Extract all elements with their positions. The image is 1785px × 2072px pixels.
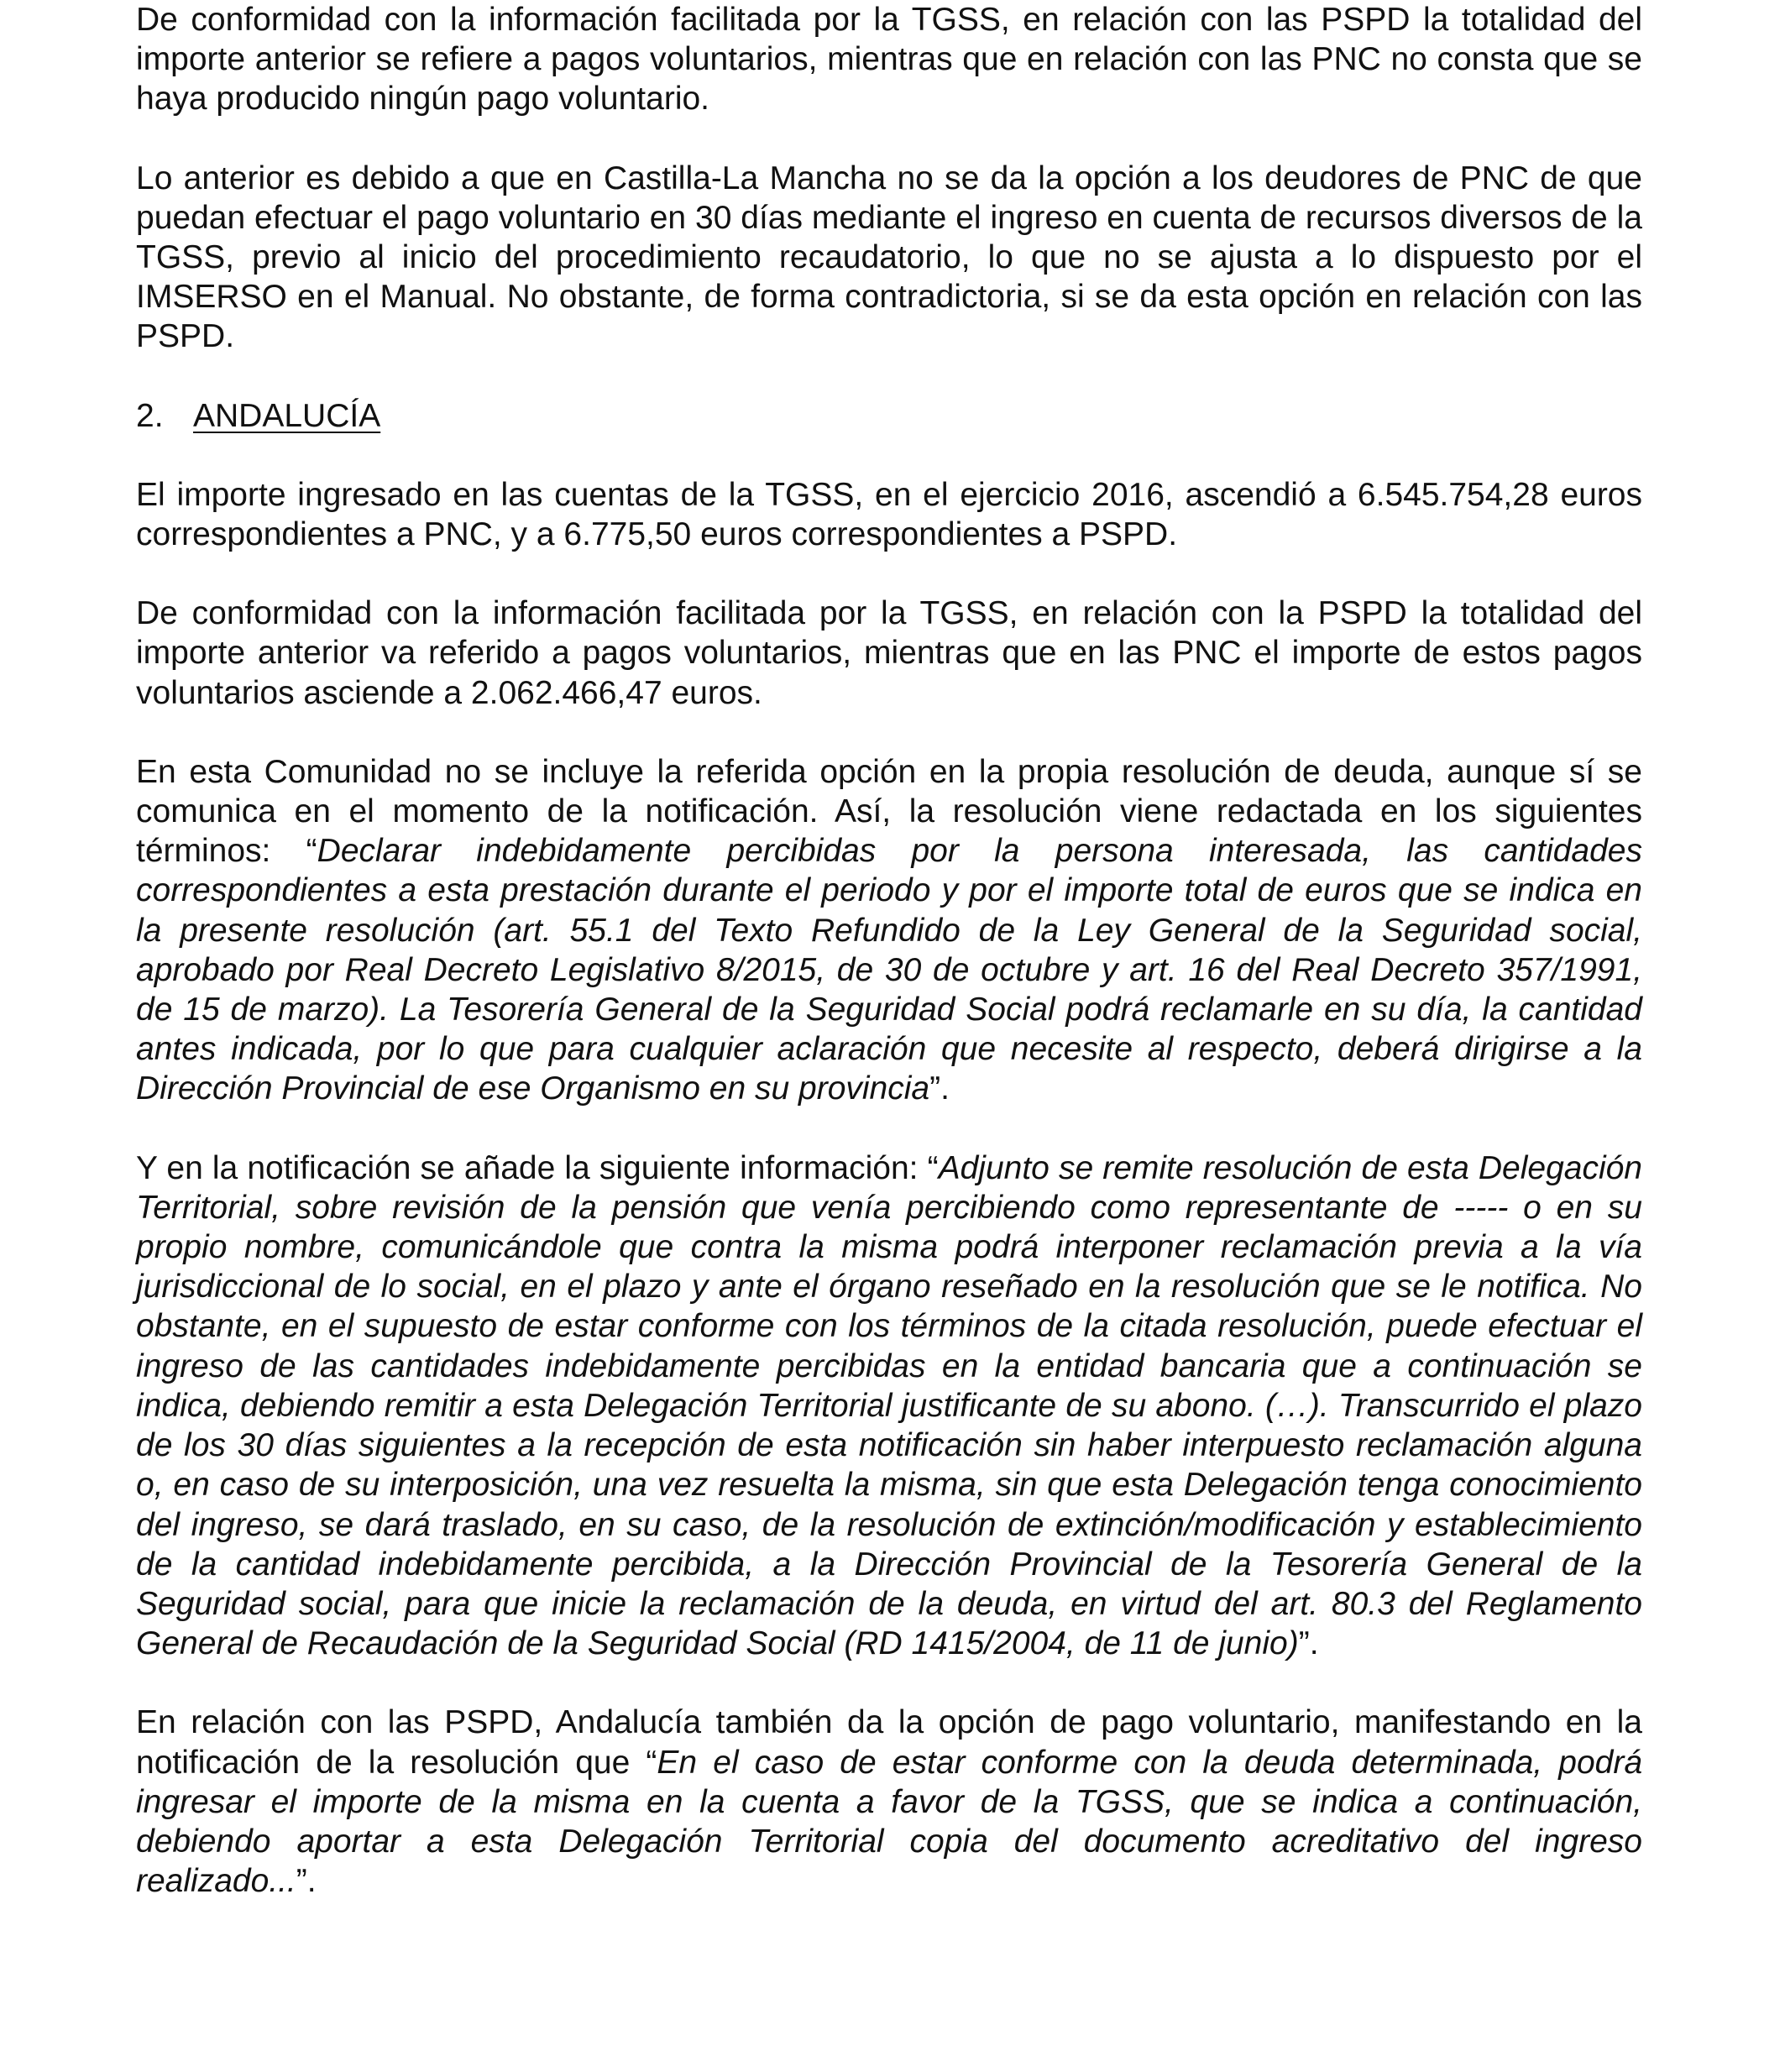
notification-intro-text: Y en la notificación se añade la siguiente información: “ [136, 1149, 939, 1186]
notification-quote-end: ”. [1298, 1625, 1319, 1662]
resolution-intro-text: En esta Comunidad no se incluye la referida opción en la propia resolución de deuda, aunque sí se comunica en el momento de la notificación. Así, la resolución viene redactada en los siguientes términos: “ [136, 753, 1642, 870]
pspd-quote-end: ”. [296, 1863, 317, 1900]
resolution-quote: Declarar indebidamente percibidas por la persona interesada, las cantidades correspondientes a esta prestación durante el periodo y por el importe total de euros que se indica en la presente resolución (art. 55.1 del Texto Refundido de la Ley General de la Seguridad social, aprobado por Real Decreto Legislativo 8/2015, de 30 de octubre y art. 16 del Real Decreto 357/1991, de 15 de marzo). La Tesorería General de la Seguridad Social podrá reclamarle en su día, la cantidad antes indicada, por lo que para cualquier aclaración que necesite al respecto, deberá dirigirse a la Dirección Provincial de ese Organismo en su provincia [136, 833, 1642, 1107]
paragraph-notification-info [136, 1148, 1642, 1664]
paragraph-amount-ingresado: El importe ingresado en las cuentas de la TGSS, en el ejercicio 2016, ascendió a 6.545.754,28 euros correspondientes a PNC, y a 6.775,50 euros correspondientes a PSPD. [136, 476, 1642, 553]
section-number: 2. [136, 397, 164, 434]
pspd-quote: En el caso de estar conforme con la deuda determinada, podrá ingresar el importe de la misma en la cuenta a favor de la TGSS, que se indica a continuación, debiendo aportar a esta Delegación Territorial copia del documento acreditativo del ingreso realizado... [136, 1744, 1643, 1900]
paragraph-pspd-andalucia [136, 1703, 1642, 1901]
paragraph-voluntary-payments-amount: De conformidad con la información facilitada por la TGSS, en relación con la PSPD la totalidad del importe anterior va referido a pagos voluntarios, mientras que en las PNC el importe de estos pagos voluntarios asciende a 2.062.466,47 euros. [136, 595, 1642, 711]
section-title: ANDALUCÍA [193, 397, 381, 434]
pspd-intro-text: En relación con las PSPD, Andalucía también da la opción de pago voluntario, manifestando en la notificación de la resolución que “ [136, 1704, 1642, 1781]
document-page [136, 0, 1642, 1901]
paragraph-pspd-voluntary-payments: De conformidad con la información facilitada por la TGSS, en relación con las PSPD la totalidad del importe anterior se refiere a pagos voluntarios, mientras que en relación con las PNC no consta que se haya producido ningún pago voluntario. [136, 2, 1642, 118]
paragraph-resolution-terms [136, 752, 1642, 1109]
paragraph-castilla-la-mancha: Lo anterior es debido a que en Castilla-La Mancha no se da la opción a los deudores de PNC de que puedan efectuar el pago voluntario en 30 días mediante el ingreso en cuenta de recursos diversos de la TGSS, previo al inicio del procedimiento recaudatorio, lo que no se ajusta a lo dispuesto por el IMSERSO en el Manual. No obstante, de forma contradictoria, si se da esta opción en relación con las PSPD. [136, 160, 1642, 355]
notification-quote: Adjunto se remite resolución de esta Delegación Territorial, sobre revisión de la pensión que venía percibiendo como representante de ----- o en su propio nombre, comunicándole que contra la misma podrá interponer reclamación previa a la vía jurisdiccional de lo social, en el plazo y ante el órgano reseñado en la resolución que se le notifica. No obstante, en el supuesto de estar conforme con los términos de la citada resolución, puede efectuar el ingreso de las cantidades indebidamente percibidas en la entidad bancaria que a continuación se indica, debiendo remitir a esta Delegación Territorial justificante de su abono. (…). Transcurrido el plazo de los 30 días siguientes a la recepción de esta notificación sin haber interpuesto reclamación alguna o, en caso de su interposición, una vez resuelta la misma, sin que esta Delegación tenga conocimiento del ingreso, se dará traslado, en su caso, de la resolución de extinción/modificación y establecimiento de la cantidad indebidamente percibida, a la Dirección Provincial de la Tesorería General de la Seguridad social, para que inicie la reclamación de la deuda, en virtud del art. 80.3 del Reglamento General de Recaudación de la Seguridad Social (RD 1415/2004, de 11 de junio) [136, 1149, 1642, 1662]
resolution-quote-end: ”. [929, 1070, 950, 1107]
section-heading-andalucia [136, 396, 1642, 436]
